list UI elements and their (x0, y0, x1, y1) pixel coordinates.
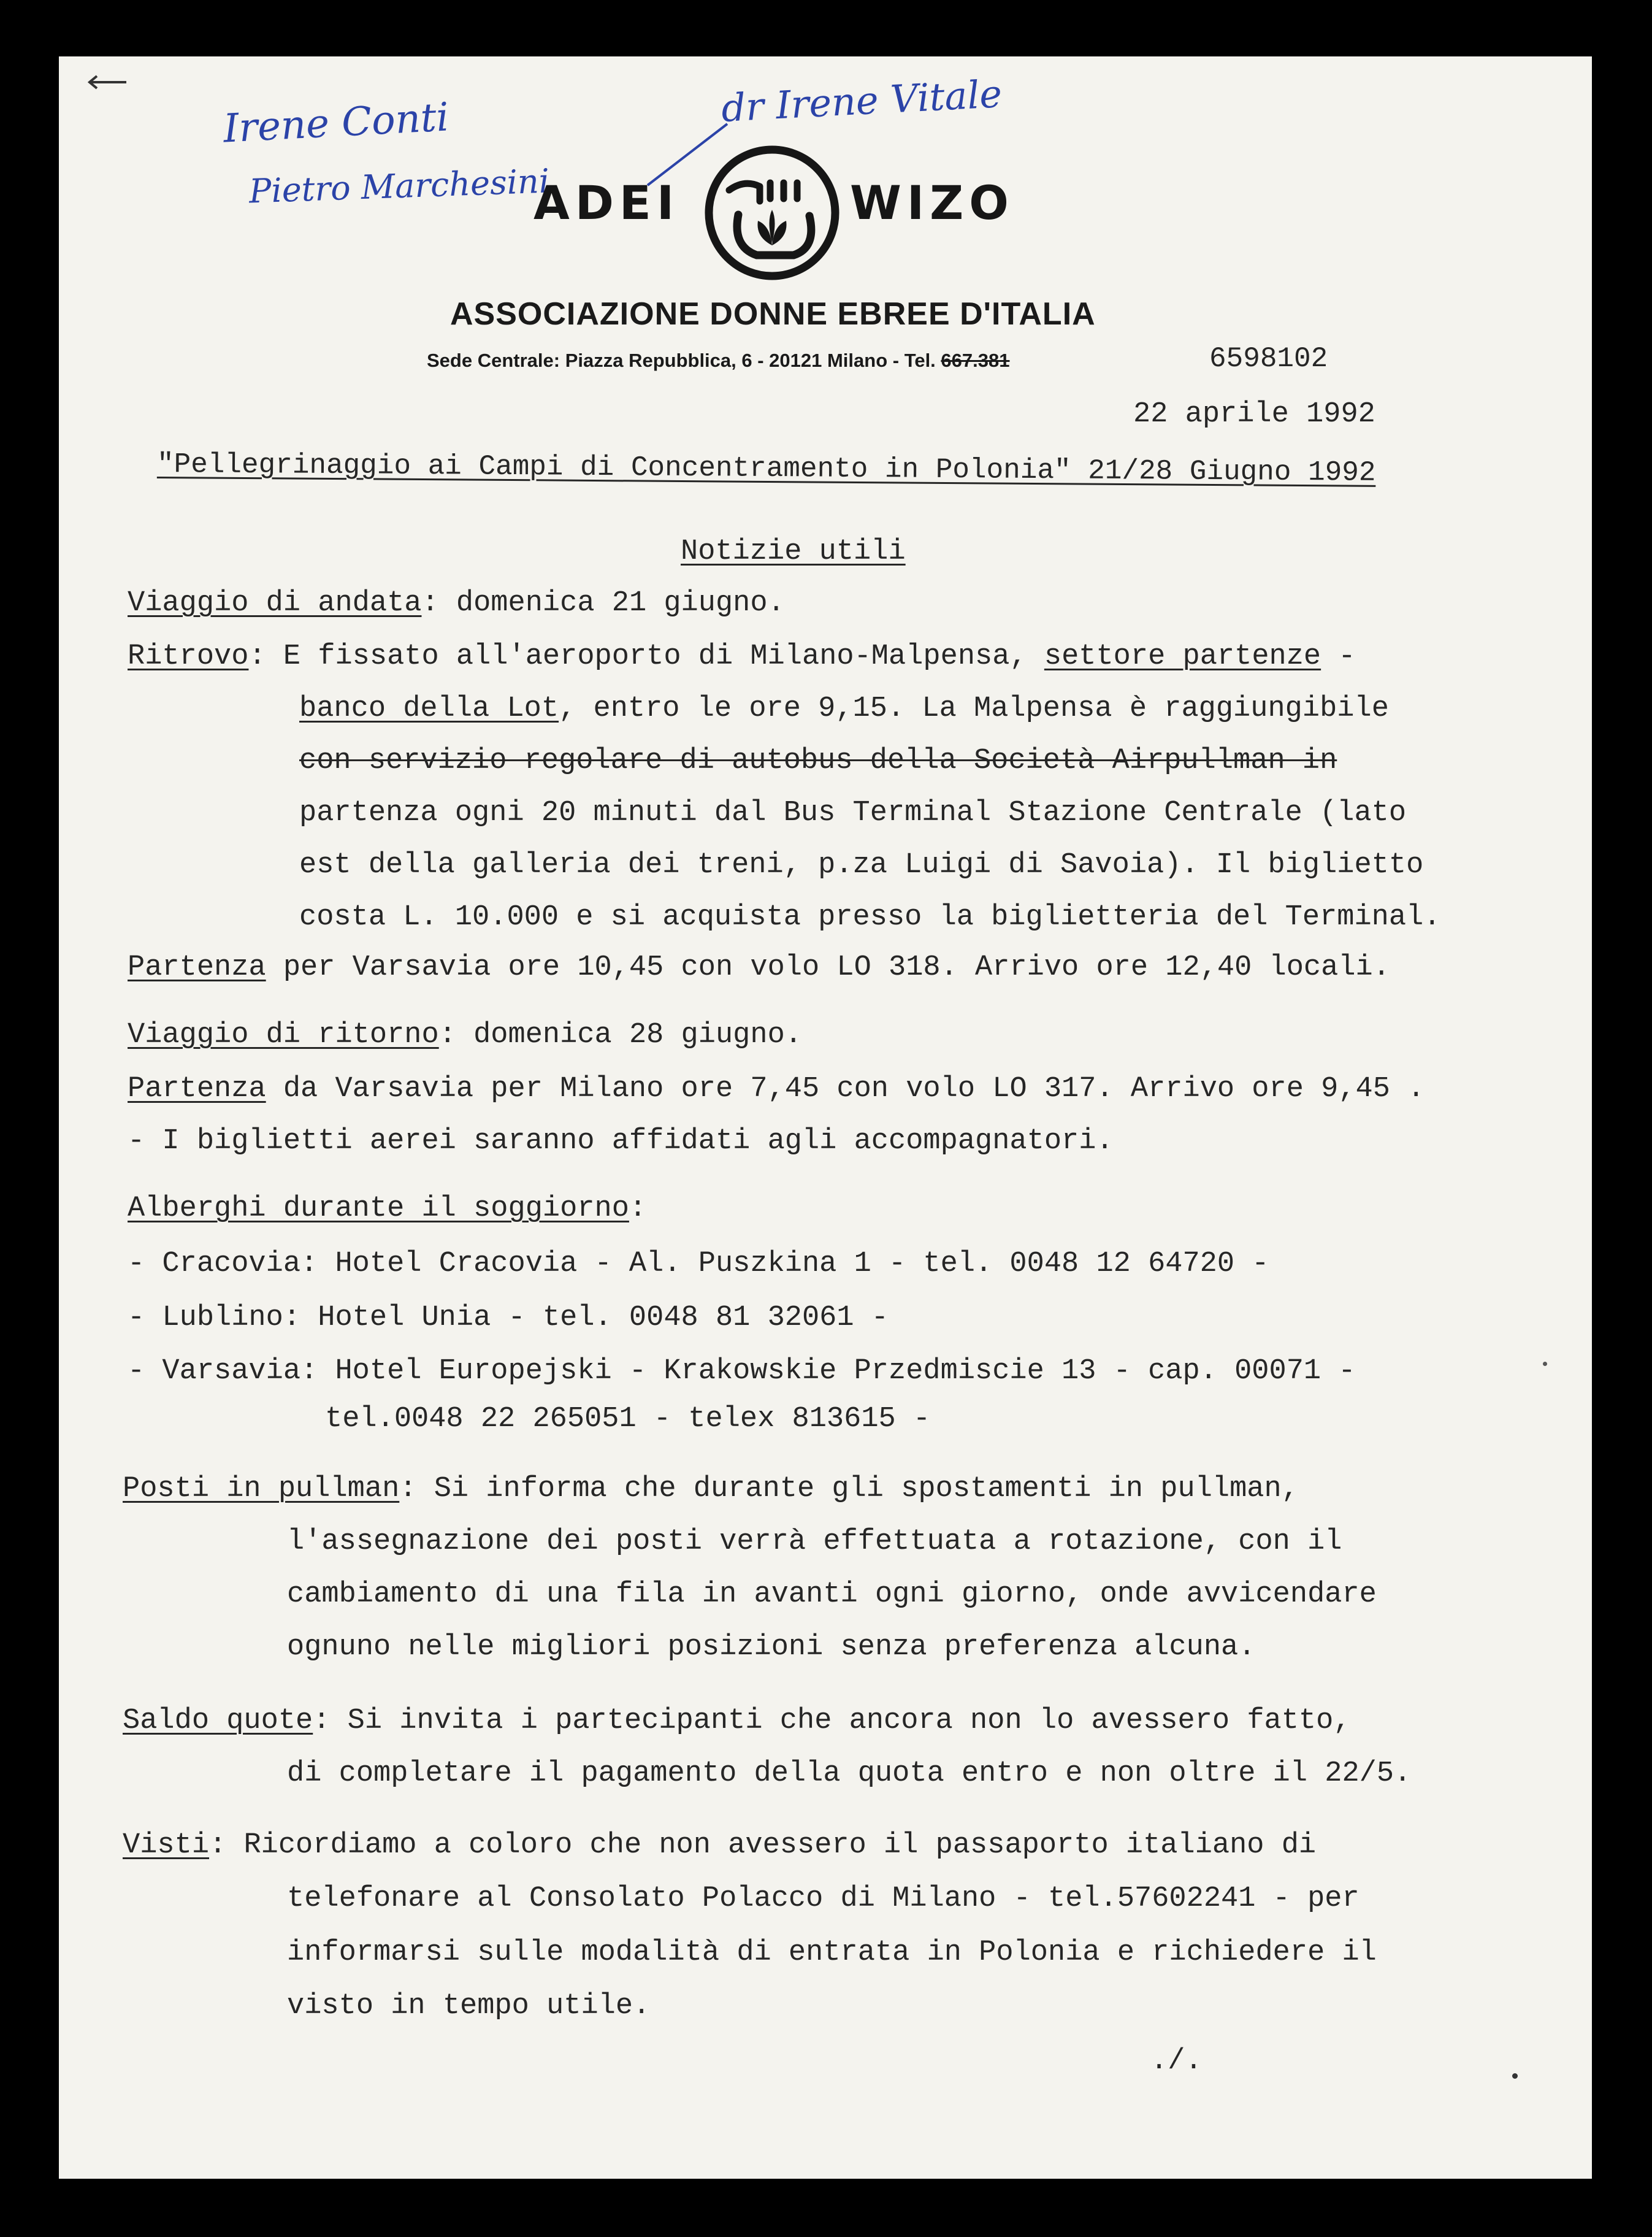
logo-adei-text: ADEI (533, 175, 680, 230)
posti-line-2: l'assegnazione dei posti verrà effettuata a rotazione, con il (287, 1525, 1342, 1558)
hotel-varsavia-contacts: tel.0048 22 265051 - telex 813615 - (325, 1403, 931, 1435)
handwritten-doctor-name: dr Irene Vitale (720, 71, 1003, 131)
partenza-andata-text: per Varsavia ore 10,45 con volo LO 318. Arrivo ore 12,40 locali. (266, 951, 1390, 984)
saldo-line-1 (123, 1706, 1351, 1735)
handwritten-names-line2: Pietro Marchesini (248, 161, 551, 211)
ritrovo-text-2a: banco della Lot (299, 693, 559, 725)
ritrovo-label: Ritrovo (128, 640, 249, 673)
ritorno-line (128, 1021, 802, 1049)
andata-label: Viaggio di andata (128, 587, 422, 620)
partenza-ritorno-label: Partenza (128, 1073, 266, 1105)
saldo-line-2: di completare il pagamento della quota entro e non oltre il 22/5. (287, 1757, 1412, 1790)
ritorno-label: Viaggio di ritorno (128, 1019, 439, 1051)
ink-speck (1512, 2073, 1518, 2079)
visti-label: Visti (123, 1829, 210, 1862)
document-date: 22 aprile 1992 (1133, 398, 1375, 431)
posti-text-1: : Si informa che durante gli spostamenti in pullman, (399, 1473, 1299, 1505)
continuation-mark: ./. (1150, 2045, 1203, 2078)
address-text: Sede Centrale: Piazza Repubblica, 6 - 20121 Milano - Tel. (427, 350, 936, 371)
saldo-text-1: : Si invita i partecipanti che ancora non lo avessero fatto, (313, 1705, 1351, 1737)
posti-line-3: cambiamento di una fila in avanti ogni giorno, onde avvicendare (287, 1578, 1377, 1611)
posti-label: Posti in pullman (123, 1473, 400, 1505)
alberghi-colon: : (629, 1192, 647, 1225)
visti-line-3: informarsi sulle modalità di entrata in Polonia e richiedere il (287, 1936, 1377, 1969)
ritorno-text: : domenica 28 giugno. (438, 1019, 802, 1051)
hotel-varsavia: - Varsavia: Hotel Europejski - Krakowskie Przedmiscie 13 - cap. 00071 - (128, 1355, 1356, 1387)
document-title (157, 450, 1376, 487)
ritrovo-text-1c: - (1321, 640, 1356, 673)
ritrovo-text-1b: settore partenze (1044, 640, 1321, 673)
alberghi-label: Alberghi durante il soggiorno (128, 1192, 629, 1225)
biglietti-line: - I biglietti aerei saranno affidati agli accompagnatori. (128, 1125, 1114, 1157)
old-phone-number: 667.381 (941, 350, 1010, 371)
ritrovo-line-4: partenza ogni 20 minuti dal Bus Terminal Stazione Centrale (lato (299, 797, 1407, 829)
hotel-lublino: - Lublino: Hotel Unia - tel. 0048 81 32061 - (128, 1302, 889, 1334)
adei-wizo-emblem-icon (702, 142, 843, 283)
ritrovo-text-1a: : E fissato all'aeroporto di Milano-Malpensa, (248, 640, 1044, 673)
hotel-cracovia: - Cracovia: Hotel Cracovia - Al. Puszkina 1 - tel. 0048 12 64720 - (128, 1248, 1269, 1280)
partenza-ritorno-text: da Varsavia per Milano ore 7,45 con volo LO 317. Arrivo ore 9,45 . (266, 1073, 1425, 1105)
partenza-andata-label: Partenza (128, 951, 266, 984)
saldo-label: Saldo quote (123, 1705, 313, 1737)
posti-line-4: ognuno nelle migliori posizioni senza preferenza alcuna. (287, 1631, 1256, 1663)
alberghi-heading (128, 1194, 646, 1223)
ritrovo-line-6: costa L. 10.000 e si acquista presso la biglietteria del Terminal. (299, 901, 1441, 934)
visti-line-1 (123, 1831, 1316, 1860)
andata-line (128, 589, 785, 618)
logo-wizo-text: WIZO (850, 175, 1014, 230)
partenza-andata-line (128, 953, 1390, 982)
partenza-ritorno-line (128, 1075, 1424, 1103)
handwritten-names: Irene Conti (222, 94, 450, 152)
document-page (59, 56, 1592, 2179)
andata-text: : domenica 21 giugno. (421, 587, 785, 620)
ritrovo-line-3: con servizio regolare di autobus della Società Airpullman in (299, 745, 1337, 777)
visti-line-4: visto in tempo utile. (287, 1990, 651, 2022)
ritrovo-text-2b: , entro le ore 9,15. La Malpensa è raggiungibile (559, 693, 1389, 725)
arrow-mark-icon (83, 69, 132, 93)
visti-text-1: : Ricordiamo a coloro che non avessero il passaporto italiano di (209, 1829, 1317, 1862)
letterhead-address-line (427, 350, 1009, 372)
visti-line-2: telefonare al Consolato Polacco di Milano - tel.57602241 - per (287, 1882, 1359, 1915)
posti-line-1 (123, 1475, 1299, 1503)
ink-speck (1543, 1362, 1547, 1366)
document-title-text: "Pellegrinaggio ai Campi di Concentramento in Polonia" 21/28 Giugno 1992 (156, 448, 1376, 489)
new-phone-number: 6598102 (1209, 343, 1328, 375)
ritrovo-line-5: est della galleria dei treni, p.za Luigi di Savoia). Il biglietto (299, 849, 1424, 881)
section-heading: Notizie utili (681, 535, 906, 568)
ritrovo-line-2 (299, 694, 1389, 723)
organization-name: ASSOCIAZIONE DONNE EBREE D'ITALIA (450, 296, 1096, 332)
ritrovo-line-1 (128, 642, 1356, 671)
